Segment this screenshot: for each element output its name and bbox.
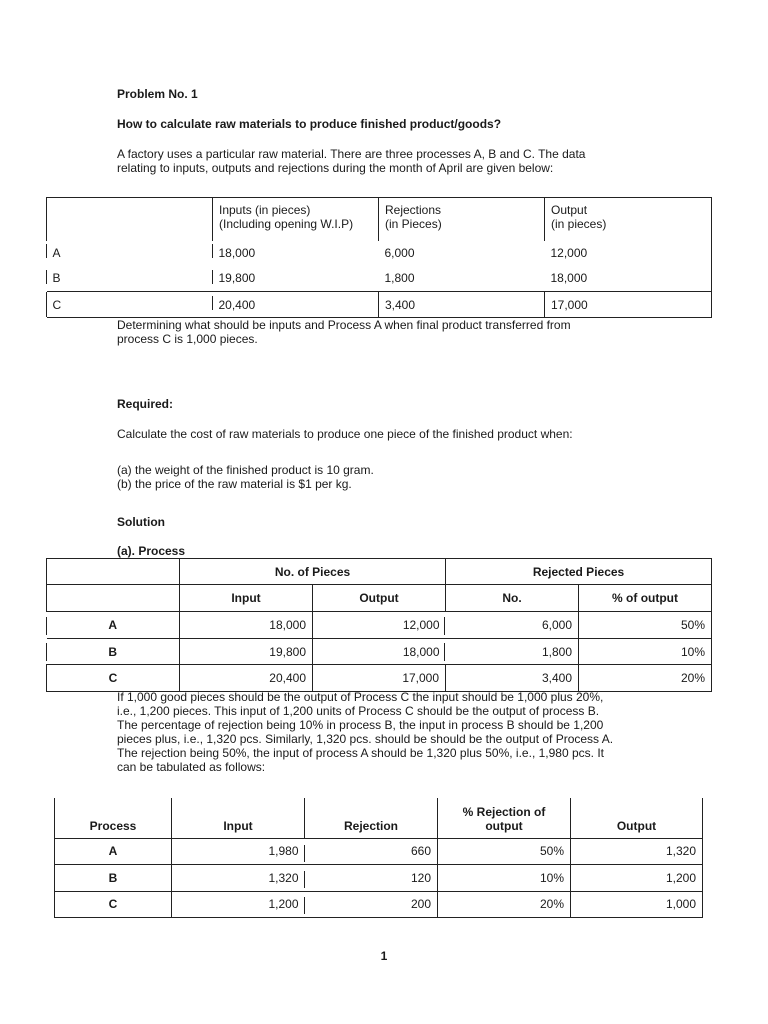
condition-item: (a) the weight of the finished product is 10 gram. <box>117 463 374 477</box>
output-cell: 12,000 <box>313 612 446 639</box>
no-cell: 1,800 <box>446 639 579 665</box>
conditions-list <box>117 463 374 491</box>
input-cell: 20,400 <box>213 292 379 318</box>
problem-title: Problem No. 1 <box>117 87 198 101</box>
table-tick <box>46 244 47 258</box>
determining-line: process C is 1,000 pieces. <box>117 332 258 346</box>
intro-line: A factory uses a particular raw material. There are three processes A, B and C. The data <box>117 147 586 161</box>
group-header-rejected: Rejected Pieces <box>446 559 712 585</box>
input-cell: 1,980 <box>172 838 305 864</box>
input-cell: 18,000 <box>180 612 313 639</box>
explanation-line: The percentage of rejection being 10% in process B, the input in process B should be 1,200 <box>117 718 604 732</box>
table-header-row <box>47 585 712 612</box>
pct-cell: 50% <box>579 612 712 639</box>
header-cell-empty <box>47 585 180 612</box>
header-output: Output <box>571 798 703 838</box>
output-cell: 17,000 <box>313 665 446 692</box>
rejections-cell: 6,000 <box>384 246 415 260</box>
intro-line: relating to inputs, outputs and rejections during the month of April are given below: <box>117 161 554 175</box>
header-cell: Rejections (in Pieces) <box>379 198 545 241</box>
rejection-cell: 200 <box>305 891 438 917</box>
input-output-table <box>46 197 712 318</box>
table-tick <box>212 296 213 310</box>
input-cell: 19,800 <box>218 271 256 286</box>
process-cell: C <box>47 292 213 318</box>
header-cell-empty <box>47 198 213 241</box>
pct-cell: 20% <box>438 891 571 917</box>
subheader-no: No. <box>446 585 579 612</box>
table-row <box>55 864 703 891</box>
table-row <box>47 266 712 292</box>
table-tick <box>46 643 47 661</box>
pct-cell: 10% <box>438 864 571 891</box>
table-row <box>47 639 712 665</box>
determining-paragraph <box>117 318 571 346</box>
no-cell: 6,000 <box>541 618 573 632</box>
solution-heading: Solution <box>117 515 165 529</box>
input-cell: 1,200 <box>172 891 305 917</box>
table-row <box>55 838 703 864</box>
table-row <box>55 891 703 917</box>
process-cell: C <box>47 665 180 692</box>
determining-line: Determining what should be inputs and Process A when final product transferred from <box>117 318 571 332</box>
rejections-cell: 3,400 <box>379 292 545 318</box>
header-rejection: Rejection <box>305 798 438 838</box>
question-heading: How to calculate raw materials to produce finished product/goods? <box>117 117 502 131</box>
table-row <box>47 612 712 639</box>
output-cell: 1,200 <box>571 864 703 891</box>
table-tick <box>46 292 47 317</box>
header-process: Process <box>55 798 172 838</box>
input-cell: 18,000 <box>218 246 256 260</box>
explanation-line: If 1,000 good pieces should be the output of Process C the input should be 1,000 plus 20%, <box>117 690 604 704</box>
process-table <box>46 558 712 692</box>
explanation-line: pieces plus, i.e., 1,320 pcs. Similarly, 1,320 pcs. should be should be the output of Process A. <box>117 732 614 746</box>
explanation-paragraph <box>117 690 613 774</box>
table-header-row <box>55 798 703 838</box>
table-row <box>47 665 712 692</box>
table-tick <box>304 897 305 914</box>
output-cell: 1,000 <box>571 891 703 917</box>
process-cell: A <box>52 246 61 260</box>
table-tick <box>46 617 47 635</box>
table-tick <box>212 244 213 258</box>
table-group-header-row <box>47 559 712 585</box>
input-cell: 19,800 <box>180 639 313 665</box>
output-cell: 18,000 <box>545 266 712 292</box>
process-cell: A <box>55 838 172 864</box>
output-cell: 12,000 <box>545 241 712 266</box>
output-cell: 18,000 <box>313 639 446 665</box>
header-cell-empty <box>47 559 180 585</box>
condition-item: (b) the price of the raw material is $1 per kg. <box>117 477 352 491</box>
input-cell: 1,320 <box>172 864 305 891</box>
table-row <box>47 292 712 318</box>
table-tick <box>444 617 445 635</box>
subheader-input: Input <box>180 585 313 612</box>
intro-paragraph <box>117 147 585 175</box>
explanation-line: i.e., 1,200 pieces. This input of 1,200 units of Process C should be the output of process B. <box>117 704 600 718</box>
output-cell: 17,000 <box>545 292 712 318</box>
explanation-line: The rejection being 50%, the input of process A should be 1,320 plus 50%, i.e., 1,980 pcs. It <box>117 746 604 760</box>
required-text: Calculate the cost of raw materials to produce one piece of the finished product when: <box>117 427 573 441</box>
explanation-line: can be tabulated as follows: <box>117 760 266 774</box>
input-cell: 20,400 <box>180 665 313 692</box>
pct-cell: 20% <box>579 665 712 692</box>
rejection-cell: 120 <box>305 864 438 891</box>
process-cell: B <box>47 639 180 665</box>
header-input: Input <box>172 798 305 838</box>
output-cell: 1,320 <box>571 838 703 864</box>
header-cell: Output (in pieces) <box>545 198 712 241</box>
group-header-pieces: No. of Pieces <box>180 559 446 585</box>
rejection-cell: 660 <box>410 844 431 858</box>
process-cell: B <box>52 271 61 286</box>
process-cell: C <box>55 891 172 917</box>
rejections-cell: 1,800 <box>384 271 415 286</box>
subheader-pct: % of output <box>579 585 712 612</box>
table-header-row <box>47 198 712 241</box>
required-heading: Required: <box>117 397 174 411</box>
tabulation-table <box>54 798 703 918</box>
process-cell: B <box>55 864 172 891</box>
no-cell: 3,400 <box>446 665 579 692</box>
table-tick <box>304 845 305 862</box>
table-tick <box>46 270 47 284</box>
table-tick <box>444 643 445 661</box>
header-pct-rejection: % Rejection of output <box>438 798 571 838</box>
subheader-output: Output <box>313 585 446 612</box>
process-cell: A <box>108 618 118 632</box>
header-cell: Inputs (in pieces) (Including opening W.I.P) <box>213 198 379 241</box>
table-row <box>47 241 712 266</box>
pct-cell: 50% <box>438 838 571 864</box>
pct-cell: 10% <box>579 639 712 665</box>
table-tick <box>304 871 305 888</box>
table-tick <box>212 270 213 284</box>
page-number: 1 <box>380 949 388 963</box>
process-heading: (a). Process <box>117 544 186 558</box>
